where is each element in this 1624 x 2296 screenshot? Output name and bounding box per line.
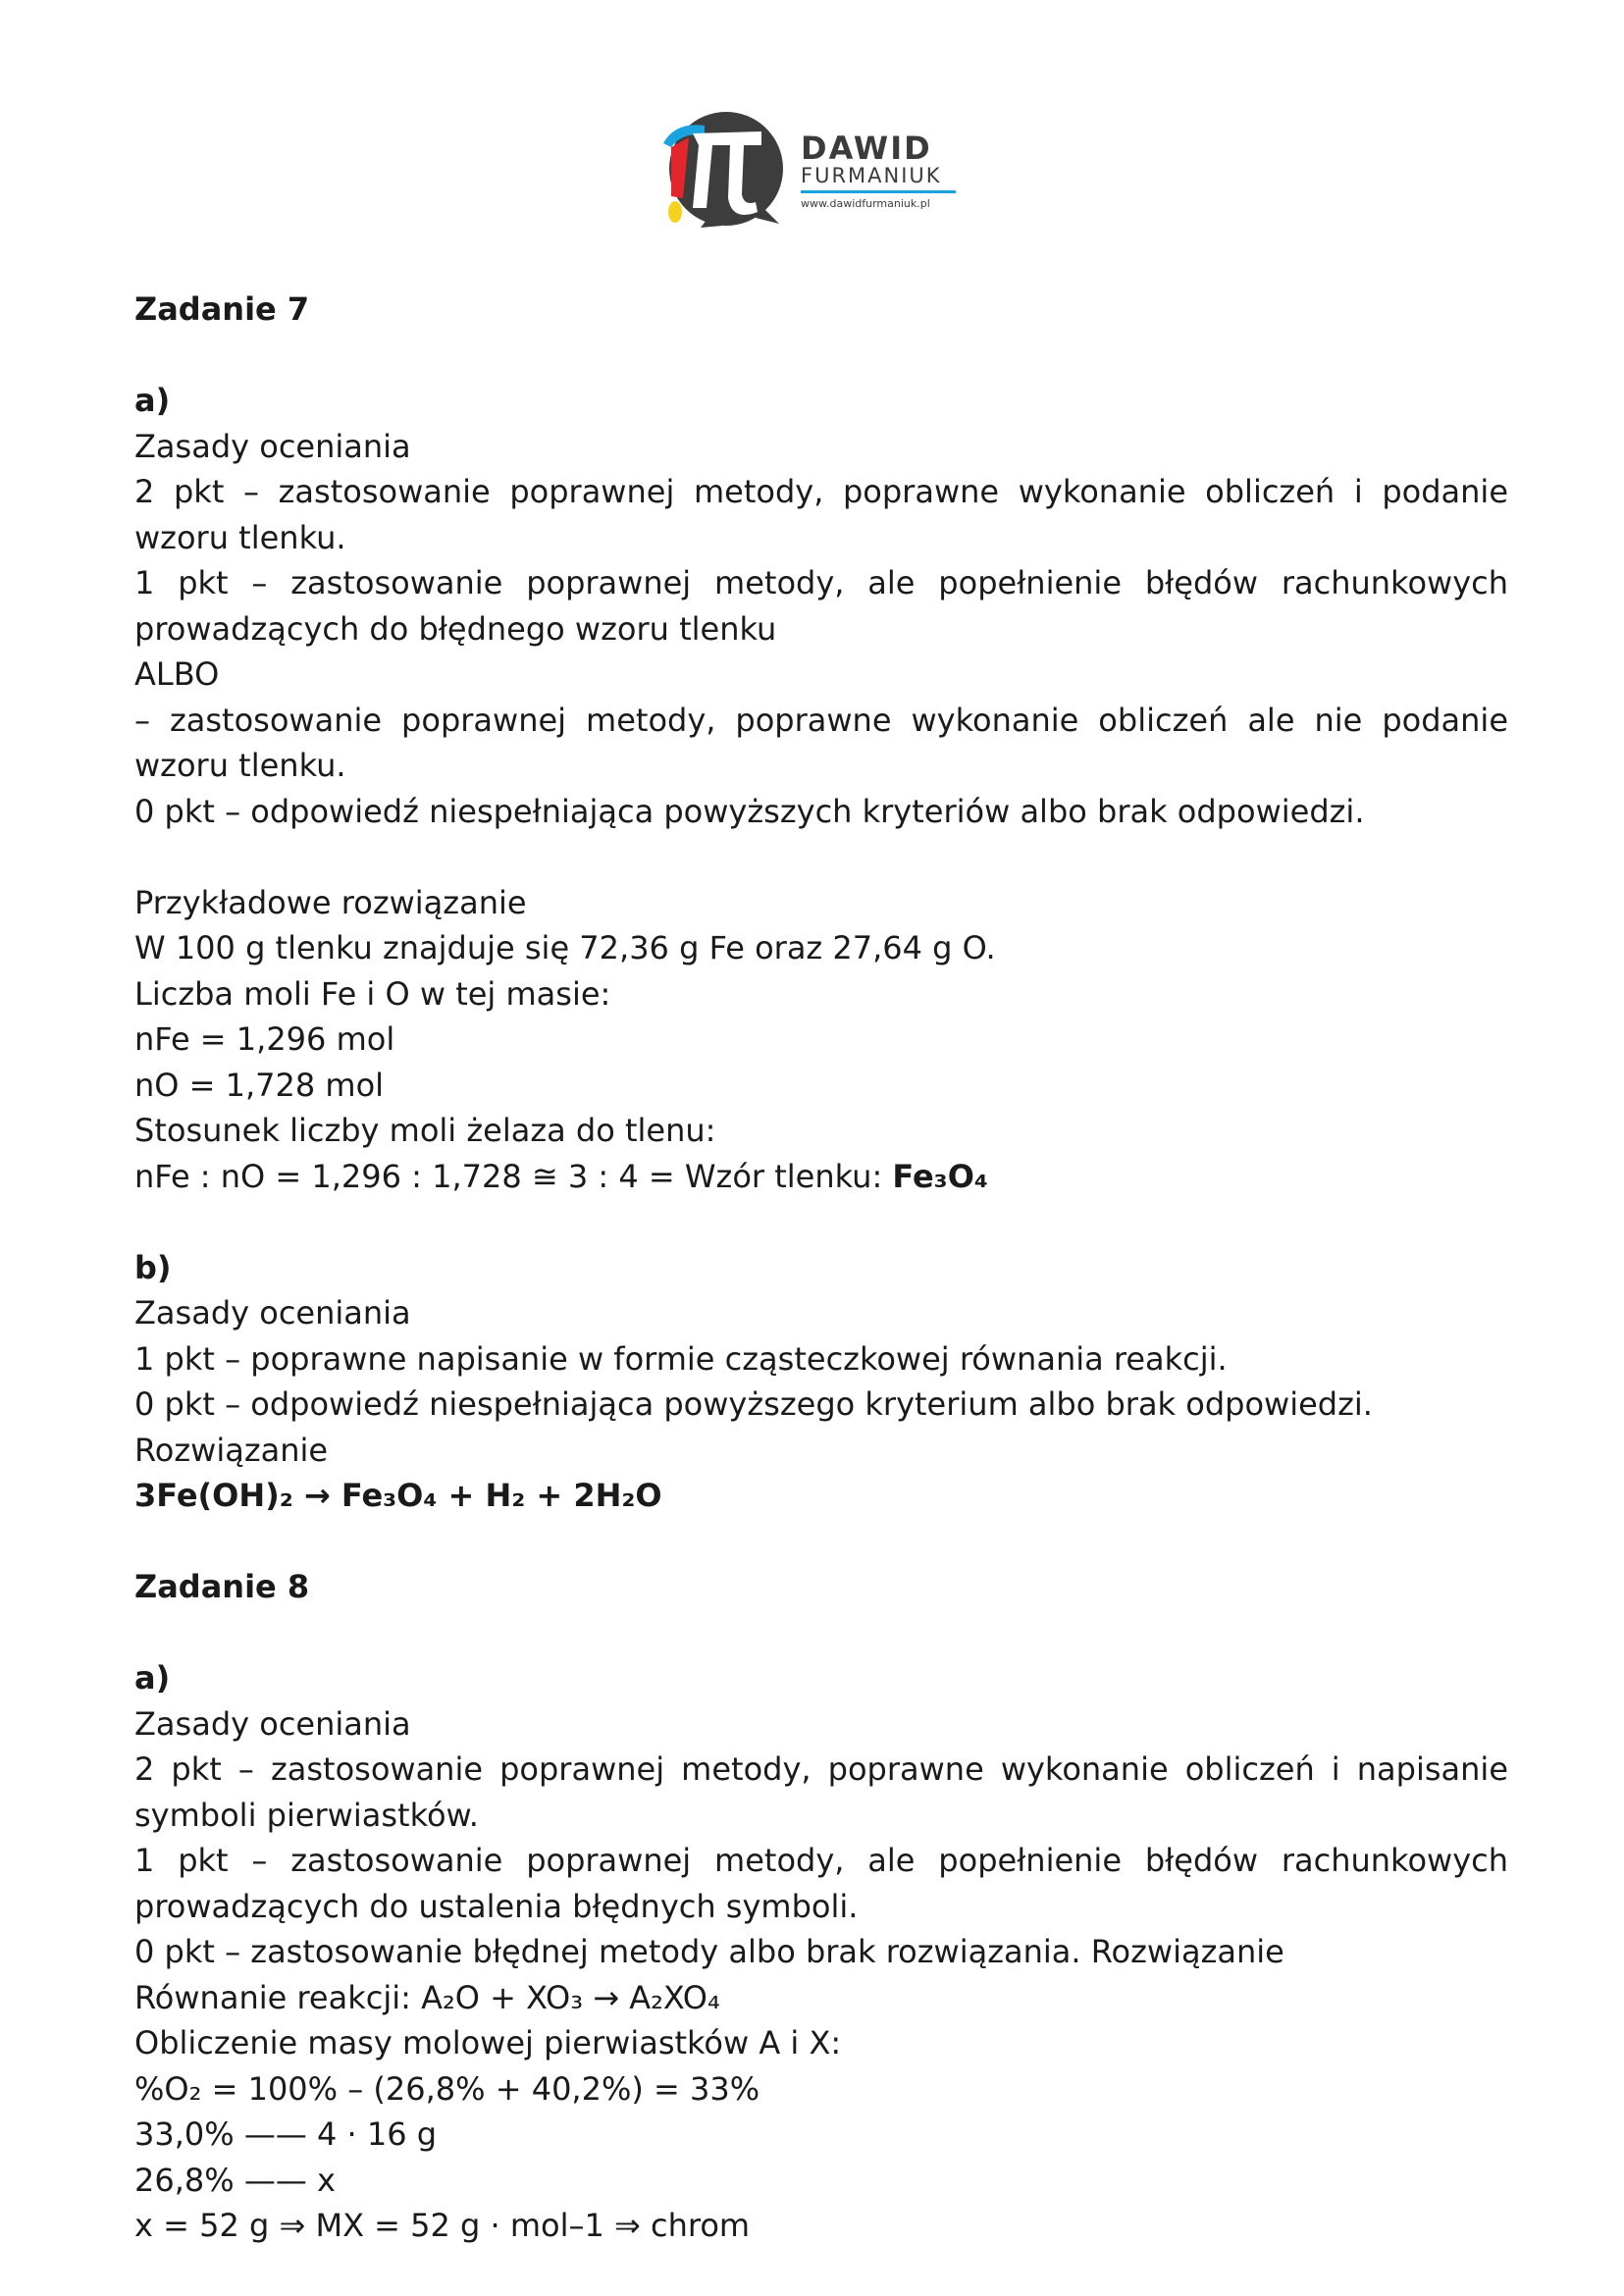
task8-a-solution-line: Obliczenie masy molowej pierwiastków A i X: xyxy=(134,2024,842,2061)
task7-a-solution-line: W 100 g tlenku znajduje się 72,36 g Fe oraz 27,64 g O. xyxy=(134,929,996,966)
task7-a-solution-line: nFe = 1,296 mol xyxy=(134,1020,395,1058)
task8-a-rules-heading: Zasady oceniania xyxy=(134,1704,411,1743)
task7-a-result-text: nFe : nO = 1,296 : 1,728 ≅ 3 : 4 = Wzór tlenku: xyxy=(134,1157,893,1195)
task7-a-solution-line: Liczba moli Fe i O w tej masie: xyxy=(134,974,611,1013)
task8-a-solution-line: Równanie reakcji: A₂O + XO₃ → A₂XO₄ xyxy=(134,1978,720,2016)
task7-b-rules-heading: Zasady oceniania xyxy=(134,1294,411,1331)
task8-a-solution-line: x = 52 g ⇒ MX = 52 g · mol–1 ⇒ chrom xyxy=(134,2207,751,2244)
logo-divider xyxy=(801,190,956,193)
spacer xyxy=(134,1519,1508,1565)
task8-a-rule-2pkt: 2 pkt – zastosowanie poprawnej metody, poprawne wykonanie obliczeń i napisanie symboli pierwiastków. xyxy=(134,1750,1508,1834)
task7-a-rule-0pkt: 0 pkt – odpowiedź niespełniająca powyższych kryteriów albo brak odpowiedzi. xyxy=(134,792,1365,830)
logo-surname: FURMANIUK xyxy=(801,164,942,187)
task7-b-rule-1pkt: 1 pkt – poprawne napisanie w formie cząsteczkowej równania reakcji. xyxy=(134,1339,1228,1378)
task7-b-equation: 3Fe(OH)₂ → Fe₃O₄ + H₂ + 2H₂O xyxy=(134,1477,662,1514)
task7-a-result-formula: Fe₃O₄ xyxy=(892,1157,988,1195)
spacer xyxy=(134,333,1508,379)
task7-a-rule-2pkt: 2 pkt – zastosowanie poprawnej metody, poprawne wykonanie obliczeń i podanie wzoru tlenku. xyxy=(134,473,1508,556)
task8-a-solution-line: 33,0% —— 4 · 16 g xyxy=(134,2115,438,2153)
spacer xyxy=(134,834,1508,880)
spacer xyxy=(134,1199,1508,1245)
task7-b-rule-0pkt: 0 pkt – odpowiedź niespełniająca powyższego kryterium albo brak odpowiedzi. xyxy=(134,1385,1373,1423)
task7-a-solution-line: nO = 1,728 mol xyxy=(134,1066,385,1104)
task7-b-solution-heading: Rozwiązanie xyxy=(134,1431,329,1469)
spacer xyxy=(134,1610,1508,1656)
document-body xyxy=(134,287,1508,2249)
task7-a-rule-1pkt: 1 pkt – zastosowanie poprawnej metody, ale popełnienie błędów rachunkowych prowadzących do błędnego wzoru tlenku xyxy=(134,564,1508,648)
task8-a-solution-line: %O₂ = 100% – (26,8% + 40,2%) = 33% xyxy=(134,2069,760,2108)
task8-a-label: a) xyxy=(134,1659,171,1696)
task8-a-rule-1pkt: 1 pkt – zastosowanie poprawnej metody, ale popełnienie błędów rachunkowych prowadzących do ustalenia błędnych symboli. xyxy=(134,1842,1508,1925)
task8-a-solution-line: 26,8% —— x xyxy=(134,2161,336,2199)
logo-url: www.dawidfurmaniuk.pl xyxy=(801,197,930,210)
pi-logo-icon xyxy=(654,110,791,237)
task7-a-example-heading: Przykładowe rozwiązanie xyxy=(134,883,527,921)
logo-name: DAWID xyxy=(801,130,932,167)
task7-a-label: a) xyxy=(134,382,171,419)
task7-b-label: b) xyxy=(134,1248,172,1286)
task7-a-albo: ALBO xyxy=(134,655,220,693)
logo-text xyxy=(801,131,987,210)
task7-title: Zadanie 7 xyxy=(134,290,310,328)
task7-a-result-line xyxy=(134,1154,1508,1200)
task7-a-rules-heading: Zasady oceniania xyxy=(134,427,411,465)
task8-title: Zadanie 8 xyxy=(134,1568,310,1605)
task7-a-rule-alt: – zastosowanie poprawnej metody, poprawne wykonanie obliczeń ale nie podanie wzoru tlenku. xyxy=(134,701,1508,784)
logo xyxy=(654,110,977,237)
task8-a-rule-0pkt: 0 pkt – zastosowanie błędnej metody albo brak rozwiązania. Rozwiązanie xyxy=(134,1933,1284,1970)
task7-a-solution-line: Stosunek liczby moli żelaza do tlenu: xyxy=(134,1112,716,1149)
